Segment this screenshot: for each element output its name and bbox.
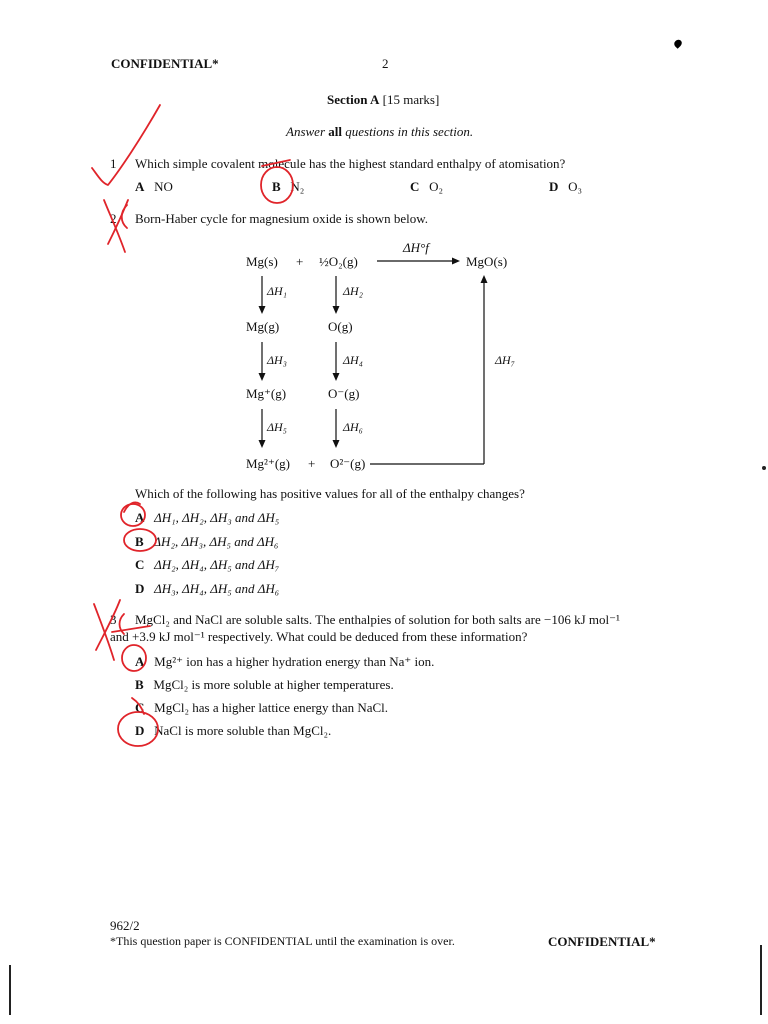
cycle-dh2: ΔH₂ xyxy=(343,284,363,298)
cycle-mg2-plus: Mg²⁺(g) xyxy=(246,456,290,471)
q2-option-c: C ΔH₂, ΔH₄, ΔH₅ and ΔH₇ xyxy=(135,557,280,572)
q3-line-1: MgCl₂ and NaCl are soluble salts. The enthalpies of solution for both salts are −106 kJ mol⁻¹ xyxy=(135,612,620,627)
q1-option-a: A NO xyxy=(135,179,173,194)
scan-edge-right xyxy=(760,945,762,1015)
footer-code: 962/2 xyxy=(110,918,140,933)
section-label: Section A xyxy=(327,92,380,107)
q1-option-c: C O₂ xyxy=(410,179,444,194)
cycle-dh7: ΔH₇ xyxy=(495,353,515,367)
q3-number: 3 xyxy=(110,612,117,627)
q3-option-d: D NaCl is more soluble than MgCl₂. xyxy=(135,723,332,738)
q3-line-2: and +3.9 kJ mol⁻¹ respectively. What could be deduced from these information? xyxy=(110,629,528,644)
cycle-dh3: ΔH₃ xyxy=(267,353,287,367)
q2-prompt: Which of the following has positive values for all of the enthalpy changes? xyxy=(135,486,525,501)
q1-option-d: D O₃ xyxy=(549,179,583,194)
cycle-o-minus: O⁻(g) xyxy=(328,386,360,401)
header-confidential: CONFIDENTIAL* xyxy=(111,56,219,71)
page-number: 2 xyxy=(382,56,389,71)
scan-edge-left xyxy=(9,965,11,1015)
q2-option-b: B ΔH₂, ΔH₃, ΔH₅ and ΔH₆ xyxy=(135,534,279,549)
instruction-post: questions in this section. xyxy=(345,124,474,139)
q1-option-b: B N₂ xyxy=(272,179,305,194)
q3-option-b: B MgCl₂ is more soluble at higher temperatures. xyxy=(135,677,394,692)
cycle-mg-g: Mg(g) xyxy=(246,319,280,334)
cycle-o2-g: ½O₂(g) xyxy=(319,254,358,269)
scan-dot xyxy=(762,466,766,470)
section-marks: [15 marks] xyxy=(382,92,440,107)
section-title xyxy=(327,92,439,108)
bracket-q2 xyxy=(122,205,127,228)
q2-option-d: D ΔH₃, ΔH₄, ΔH₅ and ΔH₆ xyxy=(135,581,280,596)
q2-number: 2 xyxy=(110,211,117,226)
cycle-plus-1: + xyxy=(296,254,304,269)
cycle-mgo-s: MgO(s) xyxy=(466,254,508,269)
q1-text: Which simple covalent molecule has the highest standard enthalpy of atomisation? xyxy=(135,156,566,171)
instruction-bold: all xyxy=(328,124,342,139)
footer-confidential: CONFIDENTIAL* xyxy=(548,934,656,949)
footer-note: *This question paper is CONFIDENTIAL until the examination is over. xyxy=(110,934,455,948)
cycle-o-g: O(g) xyxy=(328,319,353,334)
arrowhead-formation xyxy=(452,258,460,265)
cycle-plus-2: + xyxy=(308,456,316,471)
q3-option-c: C MgCl₂ has a higher lattice energy than NaCl. xyxy=(135,700,389,715)
q3-option-a: A Mg²⁺ ion has a higher hydration energy than Na⁺ ion. xyxy=(135,654,435,669)
section-instruction xyxy=(286,124,473,140)
q2-option-a: A ΔH₁, ΔH₂, ΔH₃ and ΔH₅ xyxy=(135,510,280,525)
cycle-dh4: ΔH₄ xyxy=(343,353,363,367)
instruction-pre: Answer xyxy=(286,124,325,139)
cycle-dh5: ΔH₅ xyxy=(267,420,287,434)
cycle-dh1: ΔH₁ xyxy=(267,284,287,298)
cycle-mg-plus: Mg⁺(g) xyxy=(246,386,287,401)
cycle-mg-s: Mg(s) xyxy=(246,254,278,269)
q1-number: 1 xyxy=(110,156,117,171)
cycle-dhf: ΔH°f xyxy=(403,240,429,255)
cycle-o2-minus: O²⁻(g) xyxy=(330,456,366,471)
tick-mark-q1 xyxy=(92,105,160,185)
cycle-dh6: ΔH₆ xyxy=(343,420,363,434)
q2-text: Born-Haber cycle for magnesium oxide is shown below. xyxy=(135,211,429,226)
corner-mark xyxy=(673,38,684,49)
